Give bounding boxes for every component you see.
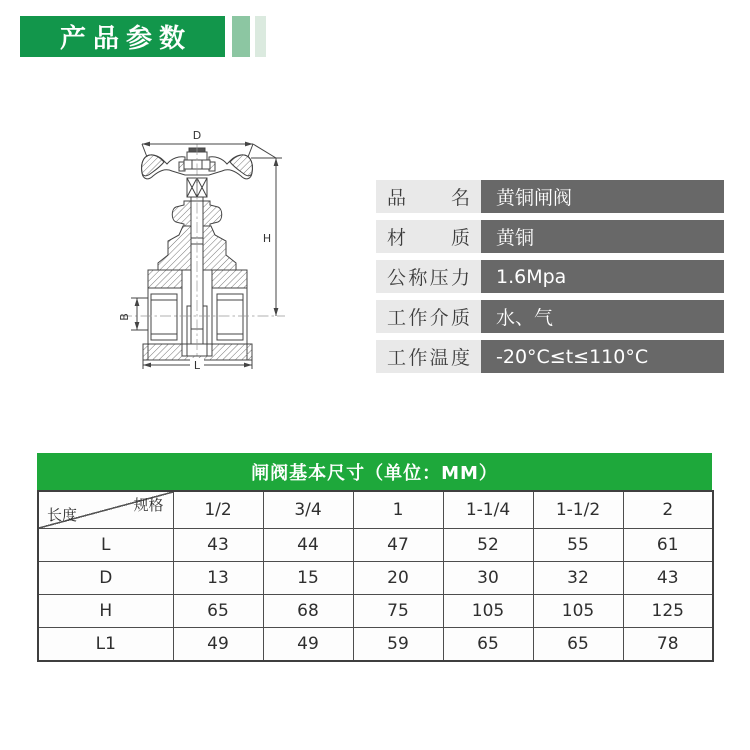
dim-label-h: H <box>262 232 272 245</box>
spec-label-char: 材 <box>387 227 407 249</box>
table-cell: 125 <box>623 595 713 628</box>
spec-label-char: 工 <box>387 307 407 329</box>
spec-label <box>376 300 481 333</box>
table-cell: 65 <box>443 628 533 662</box>
section-title-banner <box>20 16 225 57</box>
spec-value: 1.6Mpa <box>481 260 724 293</box>
table-cell: 32 <box>533 562 623 595</box>
row-label: H <box>38 595 173 628</box>
spec-label-char: 介 <box>429 307 449 329</box>
spec-value: 黄铜 <box>481 220 724 253</box>
column-header: 1-1/2 <box>533 491 623 529</box>
table-cell: 20 <box>353 562 443 595</box>
spec-label-char: 品 <box>387 187 407 209</box>
banner-accent-bar-light <box>255 16 266 57</box>
banner-accent-bar <box>232 16 250 57</box>
spec-label-char: 作 <box>408 347 428 369</box>
table-cell: 43 <box>173 529 263 562</box>
spec-label <box>376 220 481 253</box>
row-label: L <box>38 529 173 562</box>
spec-label <box>376 340 481 373</box>
spec-label <box>376 180 481 213</box>
table-cell: 105 <box>443 595 533 628</box>
spec-row-pressure <box>376 260 724 293</box>
diagonal-corner-cell <box>38 491 173 529</box>
spec-label-char: 工 <box>387 347 407 369</box>
valve-cross-section-drawing <box>95 118 305 378</box>
table-cell: 55 <box>533 529 623 562</box>
dim-label-b: B <box>118 313 131 321</box>
spec-label-char: 温 <box>429 347 449 369</box>
row-label: L1 <box>38 628 173 662</box>
column-header: 1/2 <box>173 491 263 529</box>
table-cell: 75 <box>353 595 443 628</box>
spec-label-char: 度 <box>450 347 470 369</box>
table-cell: 65 <box>533 628 623 662</box>
table-cell: 61 <box>623 529 713 562</box>
table-row <box>38 595 713 628</box>
spec-row-material <box>376 220 724 253</box>
spec-label-char: 作 <box>408 307 428 329</box>
table-row <box>38 628 713 662</box>
column-header: 1 <box>353 491 443 529</box>
dimension-table <box>37 490 714 662</box>
spec-row-name <box>376 180 724 213</box>
table-cell: 68 <box>263 595 353 628</box>
spec-label <box>376 260 481 293</box>
table-cell: 30 <box>443 562 533 595</box>
table-header-row <box>38 491 713 529</box>
corner-label-length: 长度 <box>47 506 78 524</box>
spec-label-char: 质 <box>450 307 470 329</box>
column-header: 1-1/4 <box>443 491 533 529</box>
table-cell: 78 <box>623 628 713 662</box>
table-cell: 52 <box>443 529 533 562</box>
spec-value: 黄铜闸阀 <box>481 180 724 213</box>
spec-list <box>376 180 724 380</box>
spec-label-char: 质 <box>450 227 470 249</box>
spec-value: -20°C≤t≤110°C <box>481 340 724 373</box>
table-cell: 47 <box>353 529 443 562</box>
table-row <box>38 562 713 595</box>
table-cell: 105 <box>533 595 623 628</box>
column-header: 2 <box>623 491 713 529</box>
spec-label-char: 压 <box>429 267 449 289</box>
dim-label-l: L <box>193 359 201 372</box>
spec-row-medium <box>376 300 724 333</box>
dim-label-d: D <box>192 129 202 142</box>
corner-label-spec: 规格 <box>133 496 164 514</box>
table-cell: 13 <box>173 562 263 595</box>
dimension-table-section <box>37 453 712 662</box>
table-cell: 44 <box>263 529 353 562</box>
table-cell: 65 <box>173 595 263 628</box>
spec-value: 水、气 <box>481 300 724 333</box>
table-cell: 59 <box>353 628 443 662</box>
dim-table-body <box>38 491 713 661</box>
spec-label-char: 名 <box>450 187 470 209</box>
section-title: 产品参数 <box>59 24 192 54</box>
table-row <box>38 529 713 562</box>
spec-label-char: 公 <box>387 267 407 289</box>
table-cell: 49 <box>173 628 263 662</box>
dimension-table-title: 闸阀基本尺寸（单位：MM） <box>37 453 712 490</box>
spec-label-char: 称 <box>408 267 428 289</box>
table-cell: 43 <box>623 562 713 595</box>
table-cell: 15 <box>263 562 353 595</box>
spec-label-char: 力 <box>450 267 470 289</box>
table-cell: 49 <box>263 628 353 662</box>
column-header: 3/4 <box>263 491 353 529</box>
row-label: D <box>38 562 173 595</box>
spec-row-temperature <box>376 340 724 373</box>
